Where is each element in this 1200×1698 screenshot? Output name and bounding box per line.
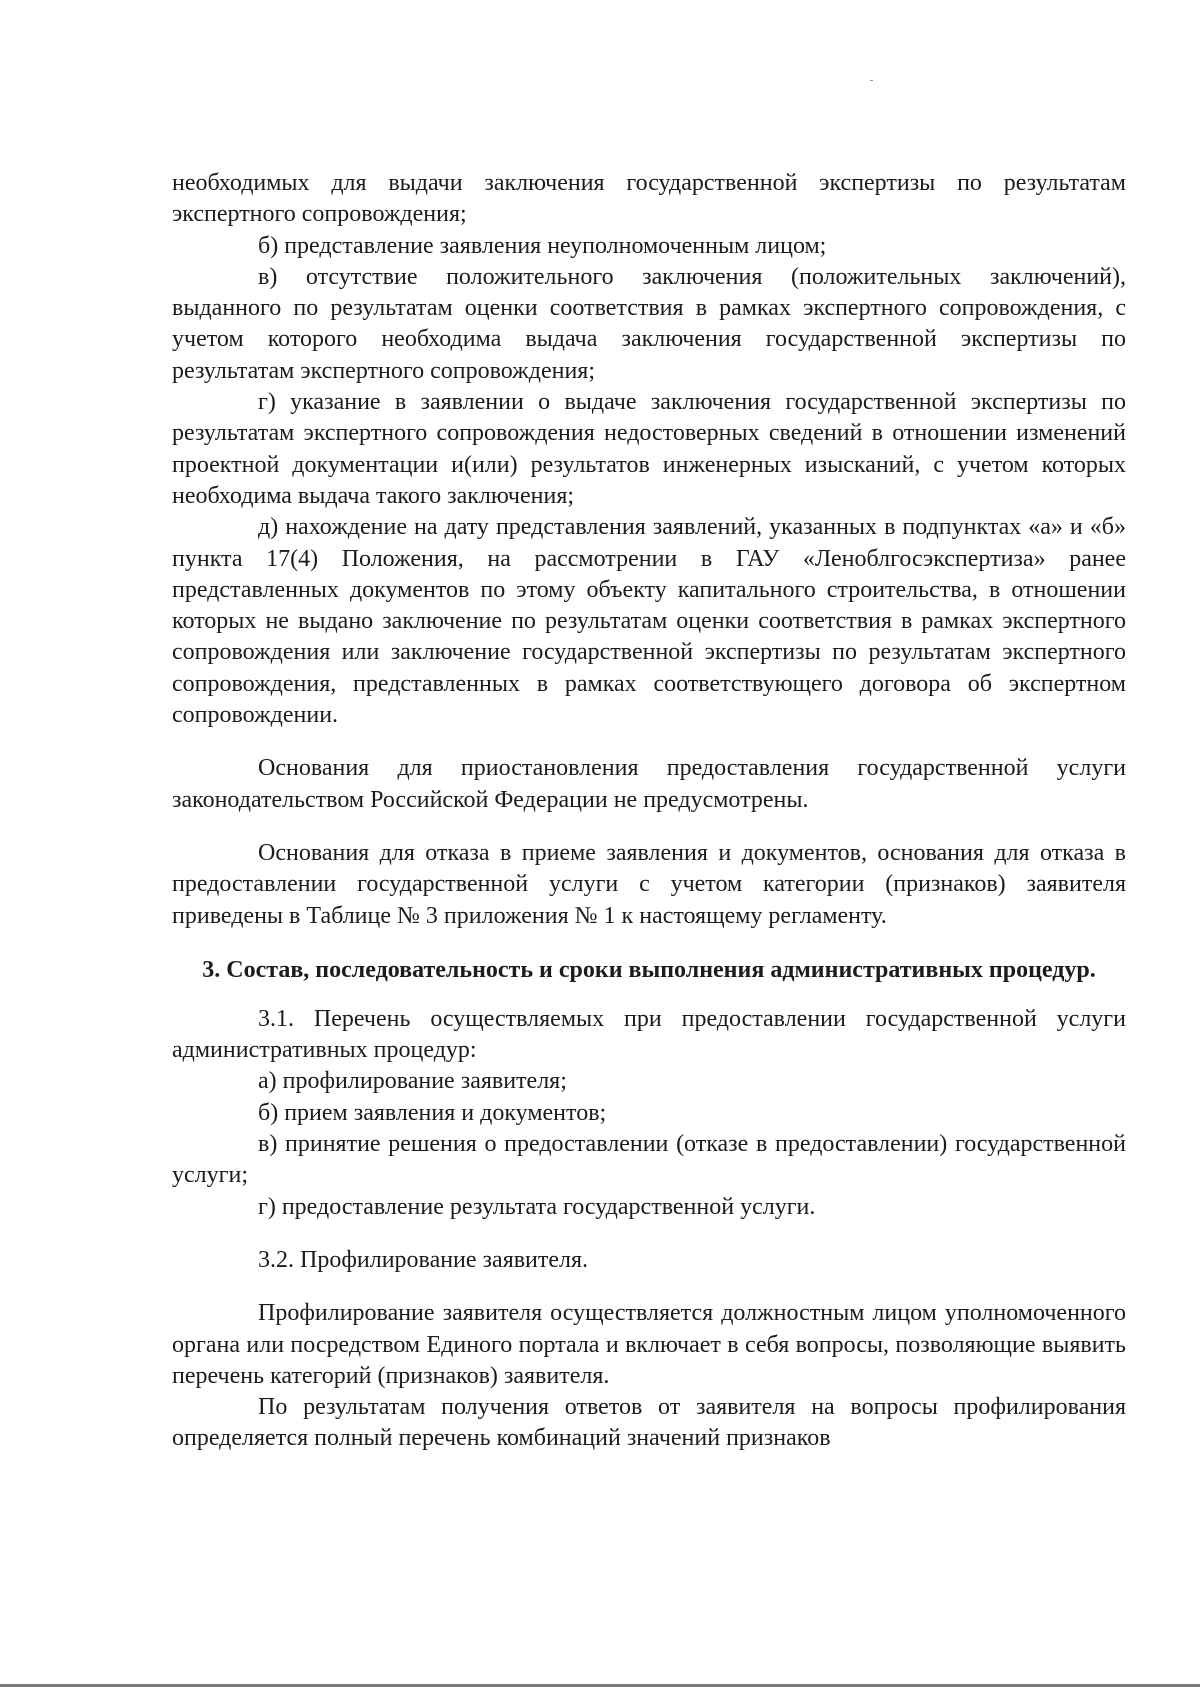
section-3-heading: 3. Состав, последовательность и сроки выполнения административных процедур. <box>202 956 1096 983</box>
section-3-2-title: 3.2. Профилирование заявителя. <box>258 1246 589 1273</box>
list-item-b: б) представление заявления неуполномоченным лицом; <box>258 232 827 259</box>
refusal-grounds-paragraph: Основания для отказа в приеме заявления и документов, основания для отказа в предоставлении государственной услуги с учетом категории (признаков) заявителя приведены в Таблице № 3 приложения № 1 к настоящему регламенту. <box>172 839 1126 929</box>
profiling-results-paragraph: По результатам получения ответов от заявителя на вопросы профилирования определяется полный перечень комбинаций значений признаков <box>172 1394 1126 1452</box>
list-item-v: в) отсутствие положительного заключения (положительных заключений), выданного по результатам оценки соответствия в рамках экспертного сопровождения, с учетом которого необходима выдача заключения государственной экспертизы по результатам экспертного сопровождения; <box>172 263 1126 384</box>
document-page <box>172 168 1126 1455</box>
procedure-item-a: а) профилирование заявителя; <box>258 1068 567 1095</box>
suspension-grounds-paragraph: Основания для приостановления предоставления государственной услуги законодательством Российской Федерации не предусмотрены. <box>172 755 1126 813</box>
scan-edge-line <box>0 1684 1200 1687</box>
paragraph-continuation: необходимых для выдачи заключения государственной экспертизы по результатам экспертного сопровождения; <box>172 170 1126 228</box>
procedure-item-g: г) предоставление результата государственной услуги. <box>258 1193 816 1220</box>
procedure-item-b: б) прием заявления и документов; <box>258 1099 607 1126</box>
profiling-paragraph: Профилирование заявителя осуществляется должностным лицом уполномоченного органа или посредством Единого портала и включает в себя вопросы, позволяющие выявить перечень категорий (признаков) заявителя. <box>172 1300 1126 1389</box>
list-item-g: г) указание в заявлении о выдаче заключения государственной экспертизы по результатам экспертного сопровождения недостоверных сведений в отношении изменений проектной документации и(или) результатов инженерных изысканий, с учетом которых необходима выдача такого заключения; <box>172 389 1126 509</box>
section-3-1-intro: 3.1. Перечень осуществляемых при предоставлении государственной услуги административных процедур: <box>172 1005 1126 1064</box>
list-item-d: д) нахождение на дату представления заявлений, указанных в подпунктах «а» и «б» пункта 17(4) Положения, на рассмотрении в ГАУ «Леноблгосэкспертиза» ранее представленных документов по этому объекту капитального строительства, в отношении которых не выдано заключение по результатам оценки соответствия в рамках экспертного сопровождения или заключение государственной экспертизы по результатам экспертного сопровождения, представленных в рамках соответствующего договора об экспертном сопровождении. <box>172 514 1126 729</box>
procedure-item-v: в) принятие решения о предоставлении (отказе в предоставлении) государственной услуги; <box>172 1131 1126 1189</box>
scan-speck <box>870 80 873 81</box>
